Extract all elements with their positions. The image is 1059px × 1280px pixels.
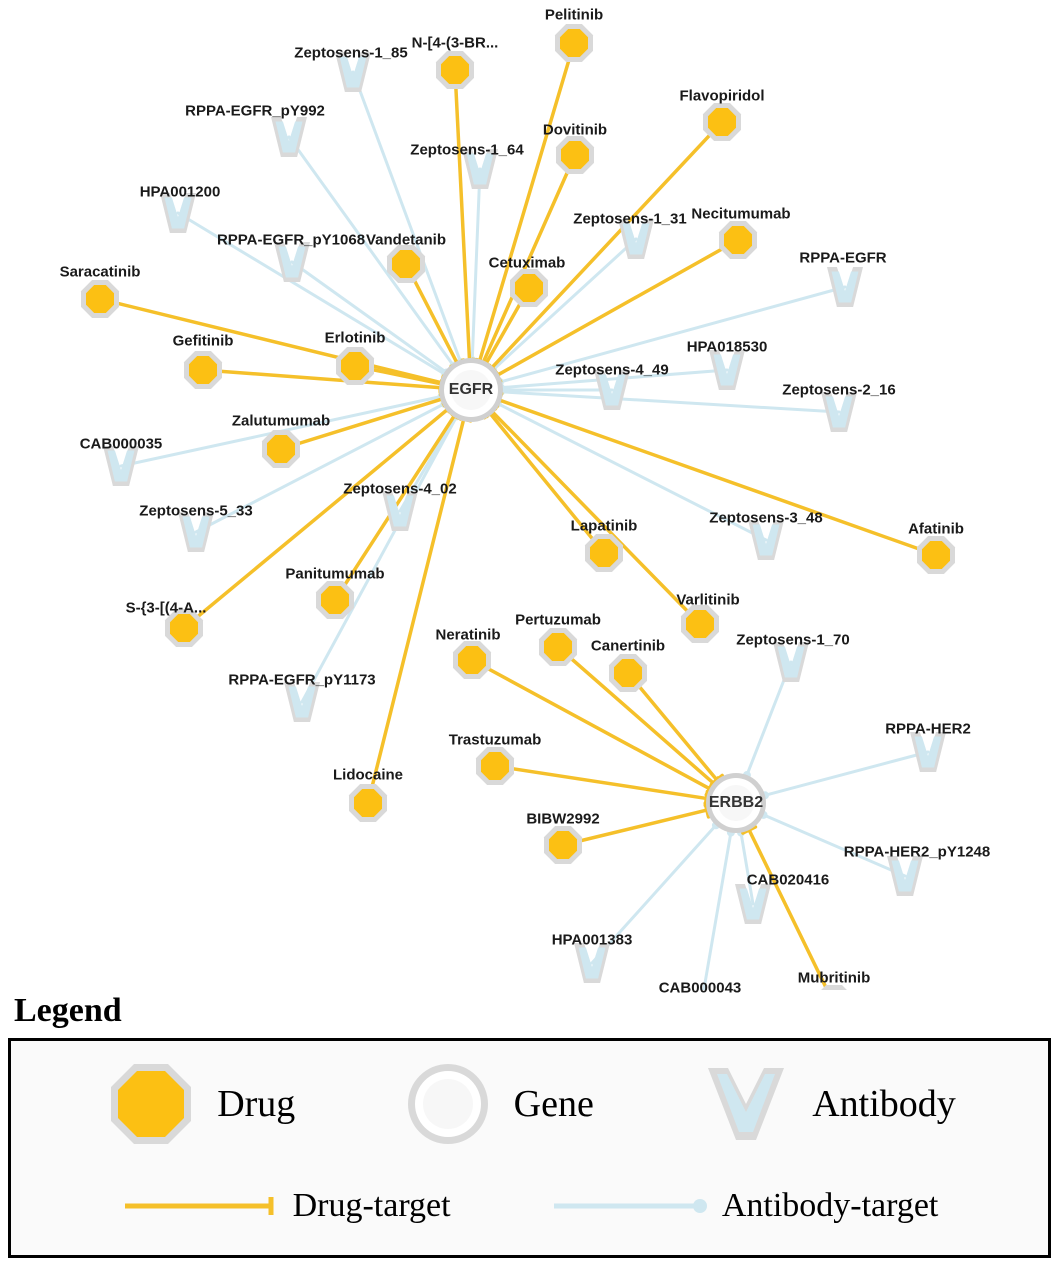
drug-node-label: Trastuzumab bbox=[448, 731, 542, 749]
drug-octagon-icon bbox=[103, 1056, 199, 1152]
drug-node-label: Gefitinib bbox=[172, 332, 234, 350]
drug-node[interactable] bbox=[556, 136, 594, 174]
antibody-target-edge-icon bbox=[550, 1194, 710, 1218]
drug-node[interactable] bbox=[609, 654, 647, 692]
legend-item-gene bbox=[400, 1056, 594, 1152]
drug-node[interactable] bbox=[165, 609, 203, 647]
drug-node-label: BIBW2992 bbox=[526, 810, 600, 828]
drug-node[interactable] bbox=[719, 221, 757, 259]
gene-node-label: EGFR bbox=[448, 381, 494, 398]
legend-item-antibody bbox=[698, 1056, 956, 1152]
legend-box bbox=[8, 1038, 1051, 1258]
drug-node-label: N-[4-(3-BR... bbox=[411, 34, 499, 52]
drug-node-label: Saracatinib bbox=[59, 263, 141, 281]
drug-node[interactable] bbox=[436, 51, 474, 89]
drug-node-label: Lidocaine bbox=[332, 766, 404, 784]
legend bbox=[8, 992, 1051, 1258]
drug-node-label: Flavopiridol bbox=[679, 87, 765, 105]
drug-node[interactable] bbox=[544, 826, 582, 864]
drug-node-label: Zalutumumab bbox=[231, 412, 331, 430]
drug-node[interactable] bbox=[316, 581, 354, 619]
legend-label-antibody: Antibody bbox=[812, 1082, 956, 1125]
gene-circle-icon bbox=[400, 1056, 496, 1152]
edge-layer bbox=[100, 43, 936, 990]
drug-node-label: S-{3-[(4-A... bbox=[125, 599, 207, 617]
drug-node-label: Vandetanib bbox=[365, 231, 447, 249]
drug-node[interactable] bbox=[349, 784, 387, 822]
legend-label-drug: Drug bbox=[217, 1082, 296, 1125]
drug-node[interactable] bbox=[815, 985, 853, 990]
antibody-node-label: Zeptosens-4_49 bbox=[555, 361, 669, 379]
gene-node[interactable] bbox=[706, 773, 766, 833]
drug-node[interactable] bbox=[184, 351, 222, 389]
antibody-node-label: CAB000043 bbox=[658, 979, 742, 997]
antibody-node-label: CAB020416 bbox=[746, 871, 830, 889]
antibody-node-label: RPPA-HER2 bbox=[885, 720, 971, 738]
antibody-node-label: HPA001383 bbox=[551, 931, 633, 949]
drug-node[interactable] bbox=[453, 641, 491, 679]
drug-node-label: Erlotinib bbox=[324, 329, 386, 347]
drug-node-label: Pertuzumab bbox=[515, 611, 601, 629]
drug-node-label: Lapatinib bbox=[570, 517, 638, 535]
antibody-node-label: RPPA-EGFR bbox=[799, 249, 887, 267]
antibody-node-label: RPPA-HER2_pY1248 bbox=[843, 843, 991, 861]
drug-node[interactable] bbox=[703, 103, 741, 141]
drug-node[interactable] bbox=[81, 280, 119, 318]
antibody-node-label: Zeptosens-2_16 bbox=[782, 381, 896, 399]
drug-node[interactable] bbox=[510, 269, 548, 307]
antibody-node-label: Zeptosens-1_85 bbox=[294, 44, 408, 62]
legend-item-drug-target bbox=[121, 1187, 451, 1225]
legend-label-gene: Gene bbox=[513, 1082, 594, 1125]
antibody-node-label: Zeptosens-4_02 bbox=[343, 480, 457, 498]
drug-node[interactable] bbox=[387, 245, 425, 283]
gene-node[interactable] bbox=[439, 358, 503, 422]
antibody-node-label: RPPA-EGFR_pY992 bbox=[185, 102, 325, 120]
drug-node[interactable] bbox=[476, 747, 514, 785]
antibody-node-label: Zeptosens-5_33 bbox=[139, 502, 253, 520]
drug-node-label: Pelitinib bbox=[544, 6, 604, 24]
drug-target-edge-icon bbox=[121, 1194, 281, 1218]
drug-node[interactable] bbox=[262, 430, 300, 468]
drug-node[interactable] bbox=[585, 534, 623, 572]
antibody-node-label: CAB000035 bbox=[79, 435, 163, 453]
node-layer bbox=[81, 24, 955, 990]
drug-node-label: Cetuximab bbox=[488, 254, 566, 272]
antibody-node-label: Zeptosens-3_48 bbox=[709, 509, 823, 527]
antibody-node-label: RPPA-EGFR_pY1173 bbox=[228, 671, 376, 689]
drug-node-label: Dovitinib bbox=[542, 121, 608, 139]
antibody-node-label: RPPA-EGFR_pY1068 bbox=[216, 231, 366, 249]
drug-node-label: Varlitinib bbox=[676, 591, 740, 609]
drug-node-label: Necitumumab bbox=[691, 205, 791, 223]
legend-node-types bbox=[11, 1041, 1048, 1166]
drug-node-label: Afatinib bbox=[908, 520, 964, 538]
drug-node[interactable] bbox=[336, 347, 374, 385]
drug-node[interactable] bbox=[681, 605, 719, 643]
gene-node-label: ERBB2 bbox=[708, 794, 764, 811]
drug-node[interactable] bbox=[539, 628, 577, 666]
drug-node[interactable] bbox=[917, 536, 955, 574]
antibody-node-label: Zeptosens-1_31 bbox=[573, 210, 687, 228]
legend-label-drug-target: Drug-target bbox=[292, 1187, 451, 1224]
legend-label-antibody-target: Antibody-target bbox=[721, 1187, 939, 1224]
antibody-node-label: Zeptosens-1_70 bbox=[736, 631, 850, 649]
legend-edge-types bbox=[11, 1166, 1048, 1246]
drug-node-label: Canertinib bbox=[590, 637, 666, 655]
drug-node-label: Panitumumab bbox=[285, 565, 385, 583]
legend-item-drug bbox=[103, 1056, 295, 1152]
legend-item-antibody-target bbox=[550, 1187, 939, 1225]
drug-node[interactable] bbox=[555, 24, 593, 62]
drug-node-label: Mubritinib bbox=[797, 969, 871, 987]
drug-node-label: Neratinib bbox=[435, 626, 501, 644]
antibody-vee-icon bbox=[698, 1056, 794, 1152]
legend-title: Legend bbox=[14, 992, 122, 1029]
antibody-node-label: HPA018530 bbox=[686, 338, 768, 356]
antibody-node-label: HPA001200 bbox=[139, 183, 221, 201]
antibody-node-label: Zeptosens-1_64 bbox=[410, 141, 524, 159]
